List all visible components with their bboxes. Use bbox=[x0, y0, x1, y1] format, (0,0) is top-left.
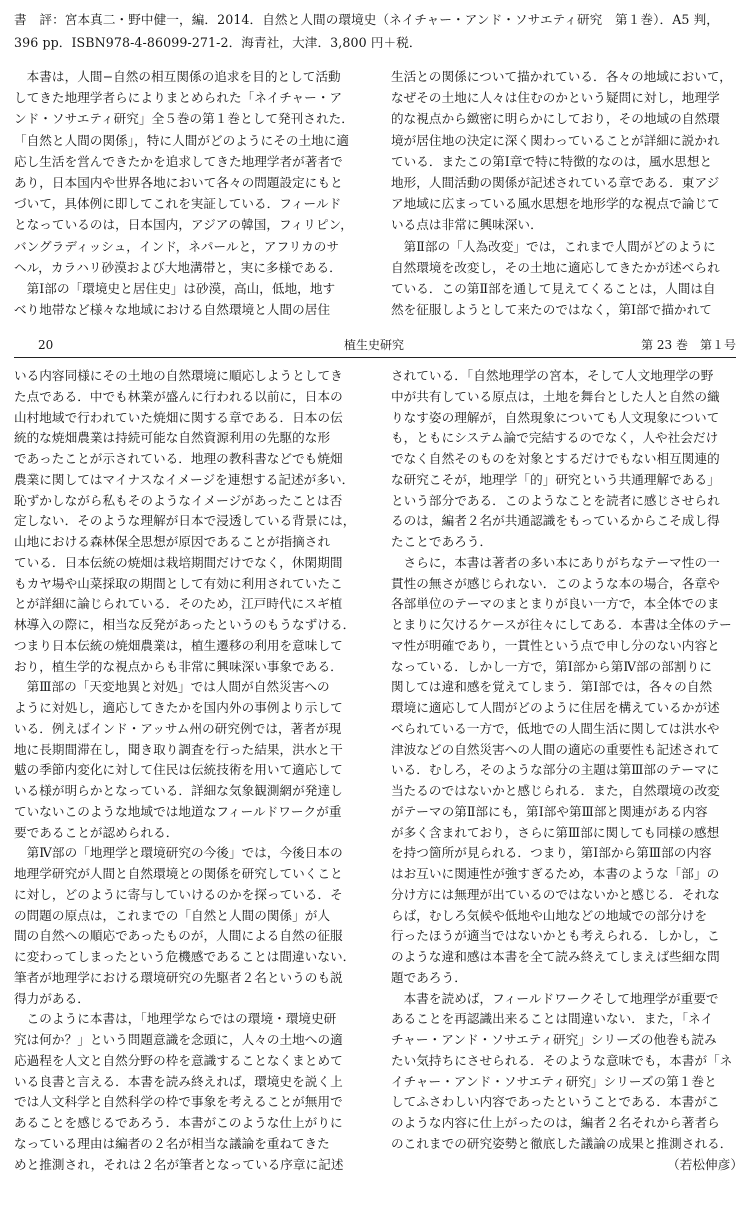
paragraph-line: もカヤ場や山菜採取の期間として有効に利用されていたこ bbox=[14, 575, 343, 591]
paragraph-line: 第Ⅱ部の「人為改変」では，これまで人間がどのように bbox=[391, 238, 716, 254]
paragraph-line: 津波などの自然災害への人間の適応の重要性も記述されて bbox=[391, 741, 720, 757]
paragraph-line: バングラディッシュ，インド，ネパールと，アフリカのサ bbox=[14, 238, 340, 254]
paragraph-line: づいて，具体例に即してこれを実証している．フィールド bbox=[14, 196, 342, 212]
paragraph-line: のような内容に仕上がったのは，編者２名それから著者ら bbox=[391, 1115, 720, 1130]
paragraph-line: ヘル，カラハリ砂漠および大地溝帯と，実に多様である． bbox=[14, 259, 342, 275]
paragraph-line: 行ったほうが適当ではないかとも考えられる．しかし，こ bbox=[391, 928, 720, 944]
paragraph-line: はお互いに関連性が強すぎるため，本書のような「部」の bbox=[391, 866, 720, 881]
paragraph-line: 環境に適応して人間がどのように住居を構えているかが述 bbox=[391, 700, 720, 715]
paragraph-line: 境が居住地の決定に深く関わっていることが詳細に説かれ bbox=[391, 132, 720, 148]
paragraph-line: 第Ⅳ部の「地理学と環境研究の今後」では，今後日本の bbox=[14, 845, 343, 861]
paragraph-line: 地に長期間滞在し，聞き取り調査を行った結果，洪水と干 bbox=[14, 741, 343, 757]
bottom-text-columns bbox=[0, 366, 750, 1204]
paragraph-line: 究は何か？」という問題意識を念頭に，人々の土地への適 bbox=[14, 1032, 343, 1047]
journal-name: 植生史研究 bbox=[344, 338, 405, 352]
paragraph-line: 地形，人間活動の関係が記述されている章である．東アジ bbox=[391, 174, 720, 190]
paragraph-line: に変わってしまったという危機感であることは間違いない． bbox=[14, 949, 356, 964]
paragraph-line: とまりに欠けるケースが往々にしてある．本書は全体のテー bbox=[391, 617, 732, 632]
paragraph-line: なっている理由は編者の２名が相当な議論を重ねてきた bbox=[14, 1135, 330, 1151]
paragraph-line: あることを再認識出来ることは間違いない．また，「ネイ bbox=[391, 1011, 714, 1027]
paragraph-line: いる点は非常に興味深い． bbox=[391, 217, 543, 233]
paragraph-line: 筆者が地理学における環境研究の先駆者２名というのも説 bbox=[14, 969, 343, 985]
paragraph-line: を持つ箇所が見られる．つまり，第Ⅰ部から第Ⅲ部の内容 bbox=[391, 845, 712, 861]
paragraph-line: つまり日本伝統の焼畑農業は，植生遷移の利用を意味して bbox=[14, 637, 343, 653]
paragraph-line: 題であろう． bbox=[391, 969, 467, 985]
paragraph-line: な研究こそが，地理学「的」研究という共通理解である」 bbox=[391, 471, 720, 487]
paragraph-line: 貫性の無さが感じられない．このような本の場合，各章や bbox=[391, 575, 720, 591]
paragraph-line: た点である．中でも林業が盛んに行われる以前に，日本の bbox=[14, 388, 343, 404]
paragraph-line: 魃の季節内変化に対して住民は伝統技術を用いて適応して bbox=[14, 762, 343, 778]
paragraph-line: でなく自然そのものを対象とするだけでもない相互関連的 bbox=[391, 451, 720, 466]
paragraph-line: 定しない．そのような理解が日本で浸透している背景には， bbox=[14, 513, 356, 529]
paragraph-line: ている．またこの第Ⅰ章で特に特徴的なのは，風水思想と bbox=[391, 153, 713, 169]
paragraph-line: 関しては違和感を覚えてしまう．第Ⅰ部では，各々の自然 bbox=[391, 679, 713, 695]
paragraph-line: 第Ⅰ部の「環境史と居住史」は砂漠，高山，低地，地す bbox=[14, 280, 336, 296]
paragraph-line: 統的な焼畑農業は持続可能な自然資源利用の先駆的な形 bbox=[14, 430, 331, 446]
book-citation bbox=[14, 8, 736, 54]
paragraph-line: のこれまでの研究姿勢と徹底した議論の成果と推測される． bbox=[391, 1135, 733, 1151]
paragraph-line: ンド・ソサエティ研究」全５巻の第１巻として発刊された． bbox=[14, 111, 354, 127]
paragraph-line: 中が共有している原点は，土地を舞台とした人と自然の織 bbox=[391, 388, 720, 404]
paragraph-line: してふさわしい内容であったということである．本書がこ bbox=[391, 1094, 720, 1110]
paragraph-line: とが詳細に論じられている．そのため，江戸時代にスギ植 bbox=[14, 596, 343, 612]
paragraph-line: さらに，本書は著者の多い本にありがちなテーマ性の一 bbox=[391, 554, 720, 570]
paragraph-line: 農業に関してはマイナスなイメージを連想する記述が多い． bbox=[14, 471, 355, 487]
paragraph-line: ように対処し，適応してきたかを国内外の事例より示して bbox=[14, 700, 343, 715]
bottom-right-column bbox=[391, 366, 743, 1175]
paragraph-line: 第Ⅲ部の「天変地異と対処」では人間が自然災害への bbox=[14, 679, 330, 695]
paragraph-line: が多く含まれており，さらに第Ⅲ部に関しても同様の感想 bbox=[391, 824, 720, 840]
paragraph-line: べられている一方で，低地での人間生活に関しては洪水や bbox=[391, 720, 720, 736]
paragraph-line: たことであろう． bbox=[391, 534, 493, 549]
paragraph-line: がテーマの第Ⅱ部にも，第Ⅰ部や第Ⅲ部と関連がある内容 bbox=[391, 803, 708, 819]
top-text-columns bbox=[0, 66, 750, 320]
top-left-column bbox=[14, 66, 369, 320]
page-number: 20 bbox=[38, 338, 54, 352]
paragraph-line: るのは，編者２名が共通認識をもっているからこそ成し得 bbox=[391, 513, 720, 529]
paragraph-line: たい気持ちにさせられる．そのような意味でも，本書が「ネ bbox=[391, 1052, 733, 1068]
paragraph-line: このように本書は，「地理学ならではの環境・環境史研 bbox=[14, 1011, 337, 1027]
reviewer-signature: （若松伸彦） bbox=[667, 1156, 743, 1172]
paragraph-line: あることを感じるであろう．本書がこのような仕上がりに bbox=[14, 1115, 343, 1130]
paragraph-line: 恥ずかしながら私もそのようなイメージがあったことは否 bbox=[14, 492, 343, 508]
paragraph-line: りなす姿の理解が，自然現象についても人文現象について bbox=[391, 409, 720, 425]
paragraph-line: いる内容同様にその土地の自然環境に順応しようとしてき bbox=[14, 368, 343, 383]
paragraph-line: 山地における森林保全思想が原因であることが指摘され bbox=[14, 534, 331, 549]
paragraph-line: となっているのは，日本国内，アジアの韓国，フィリピン， bbox=[14, 217, 353, 233]
paragraph-line: の問題の原点は，これまでの「自然と人間の関係」が人 bbox=[14, 907, 331, 923]
paragraph-line: 的な視点から緻密に明らかにしており，その地域の自然環 bbox=[391, 111, 720, 127]
paragraph-line: いる．例えばインド・アッサム州の研究例では，著者が現 bbox=[14, 720, 342, 736]
bottom-left-column bbox=[14, 366, 369, 1175]
paragraph-line: であったことが示されている．地理の教科書などでも焼畑 bbox=[14, 451, 343, 466]
paragraph-line: 当たるのではないかと感じられる．また，自然環境の改変 bbox=[391, 783, 720, 798]
top-right-column bbox=[391, 66, 741, 320]
paragraph-line: に対し，どのように寄与していけるのかを探っている．そ bbox=[14, 886, 343, 902]
paragraph-line: ている．日本伝統の焼畑は栽培期間だけでなく，休閑期間 bbox=[14, 554, 343, 570]
paragraph-line: という部分である．このようなことを読者に感じさせられ bbox=[391, 492, 720, 508]
paragraph-line: いる良書と言える．本書を読み終えれば，環境史を説く上 bbox=[14, 1073, 343, 1089]
paragraph-line: 自然環境を改変し，その土地に適応してきたかが述べられ bbox=[391, 259, 720, 275]
paragraph-line: 林導入の際に，相当な反発があったというのもうなずける． bbox=[14, 617, 356, 632]
paragraph-line: 応し生活を営んできたかを追求してきた地理学者が著者で bbox=[14, 153, 343, 169]
paragraph-line: のような違和感は本書を全て読み終えてしまえば些細な問 bbox=[391, 949, 720, 964]
paragraph-line: 山村地域で行われていた焼畑に関する章である．日本の伝 bbox=[14, 409, 343, 425]
paragraph-line: ていないこのような地域では地道なフィールドワークが重 bbox=[14, 803, 342, 819]
paragraph-line: 地理学研究が人間と自然環境との関係を研究していくこと bbox=[14, 866, 343, 881]
paragraph-line: 生活との関係について描かれている．各々の地域において， bbox=[391, 69, 732, 84]
citation-line-1: 書 評：宮本真二・野中健一，編．2014．自然と人間の環境史（ネイチャー・アンド・ソサエティ研究 第１巻）．A5 判， bbox=[14, 12, 719, 27]
paragraph-line: 要であることが認められる． bbox=[14, 824, 179, 840]
paragraph-line: イチャー・アンド・ソサエティ研究」シリーズの第１巻と bbox=[391, 1073, 717, 1089]
paragraph-line: ている．この第Ⅱ部を通して見えてくることは，人間は自 bbox=[391, 280, 716, 296]
paragraph-line: なぜその土地に人々は住むのかという疑問に対し，地理学 bbox=[391, 90, 720, 106]
paragraph-line: 然を征服しようとして来たのではなく，第Ⅰ部で描かれて bbox=[391, 302, 712, 318]
volume-info: 第 23 巻 第１号 bbox=[641, 338, 736, 352]
paragraph-line: らば，むしろ気候や低地や山地などの地域での部分けを bbox=[391, 907, 708, 923]
paragraph-line: 分け方には無理が出ているのではないかと感じる．それな bbox=[391, 886, 720, 902]
paragraph-line: いる様が明らかとなっている．詳細な気象観測網が発達し bbox=[14, 783, 343, 798]
paragraph-line: 「自然と人間の関係」，特に人間がどのようにその土地に適 bbox=[14, 132, 350, 148]
paragraph-line: あり，日本国内や世界各地において各々の問題設定にもと bbox=[14, 174, 343, 190]
running-header bbox=[14, 334, 736, 356]
paragraph-line: べり地帯など様々な地域における自然環境と人間の居住 bbox=[14, 302, 331, 318]
paragraph-line: おり，植生学的な視点からも非常に興味深い事象である． bbox=[14, 658, 343, 674]
paragraph-line: 各部単位のテーマのまとまりが良い一方で，本全体でのま bbox=[391, 596, 720, 612]
paragraph-line: では人文科学と自然科学の枠で事象を考えることが無用で bbox=[14, 1094, 343, 1110]
header-rule bbox=[14, 357, 736, 358]
paragraph-line: ア地域に広まっている風水思想を地形学的な視点で論じて bbox=[391, 196, 720, 212]
paragraph-line: いる．むしろ，そのような部分の主題は第Ⅲ部のテーマに bbox=[391, 762, 720, 778]
paragraph-line: 間の自然への順応であったものが，人間による自然の征服 bbox=[14, 928, 343, 944]
citation-line-2: 396 pp．ISBN978-4-86099-271-2．海青社，大津．3,800 円＋税． bbox=[14, 35, 422, 50]
paragraph-line: マ性が明確であり，一貫性という点で申し分のない内容と bbox=[391, 637, 720, 653]
paragraph-line: 本書を読めば，フィールドワークそして地理学が重要で bbox=[391, 990, 719, 1006]
paragraph-line: 得力がある． bbox=[14, 990, 90, 1006]
paragraph-line: めと推測され，それは２名が筆者となっている序章に記述 bbox=[14, 1156, 344, 1172]
paragraph-line: 本書は，人間−自然の相互関係の追求を目的として活動 bbox=[14, 69, 341, 84]
paragraph-line: なっている．しかし一方で，第Ⅰ部から第Ⅳ部の部割りに bbox=[391, 658, 712, 674]
paragraph-line: してきた地理学者らによりまとめられた「ネイチャー・ア bbox=[14, 90, 343, 106]
paragraph-line: も，ともにシステム論で完結するのでなく，人や社会だけ bbox=[391, 430, 719, 446]
paragraph-line: チャー・アンド・ソサエティ研究」シリーズの他巻も読み bbox=[391, 1032, 717, 1047]
paragraph-line: されている．「自然地理学の宮本，そして人文地理学の野 bbox=[391, 368, 714, 383]
paragraph-line: 応過程を人文と自然分野の枠を意識することなくまとめて bbox=[14, 1052, 343, 1068]
